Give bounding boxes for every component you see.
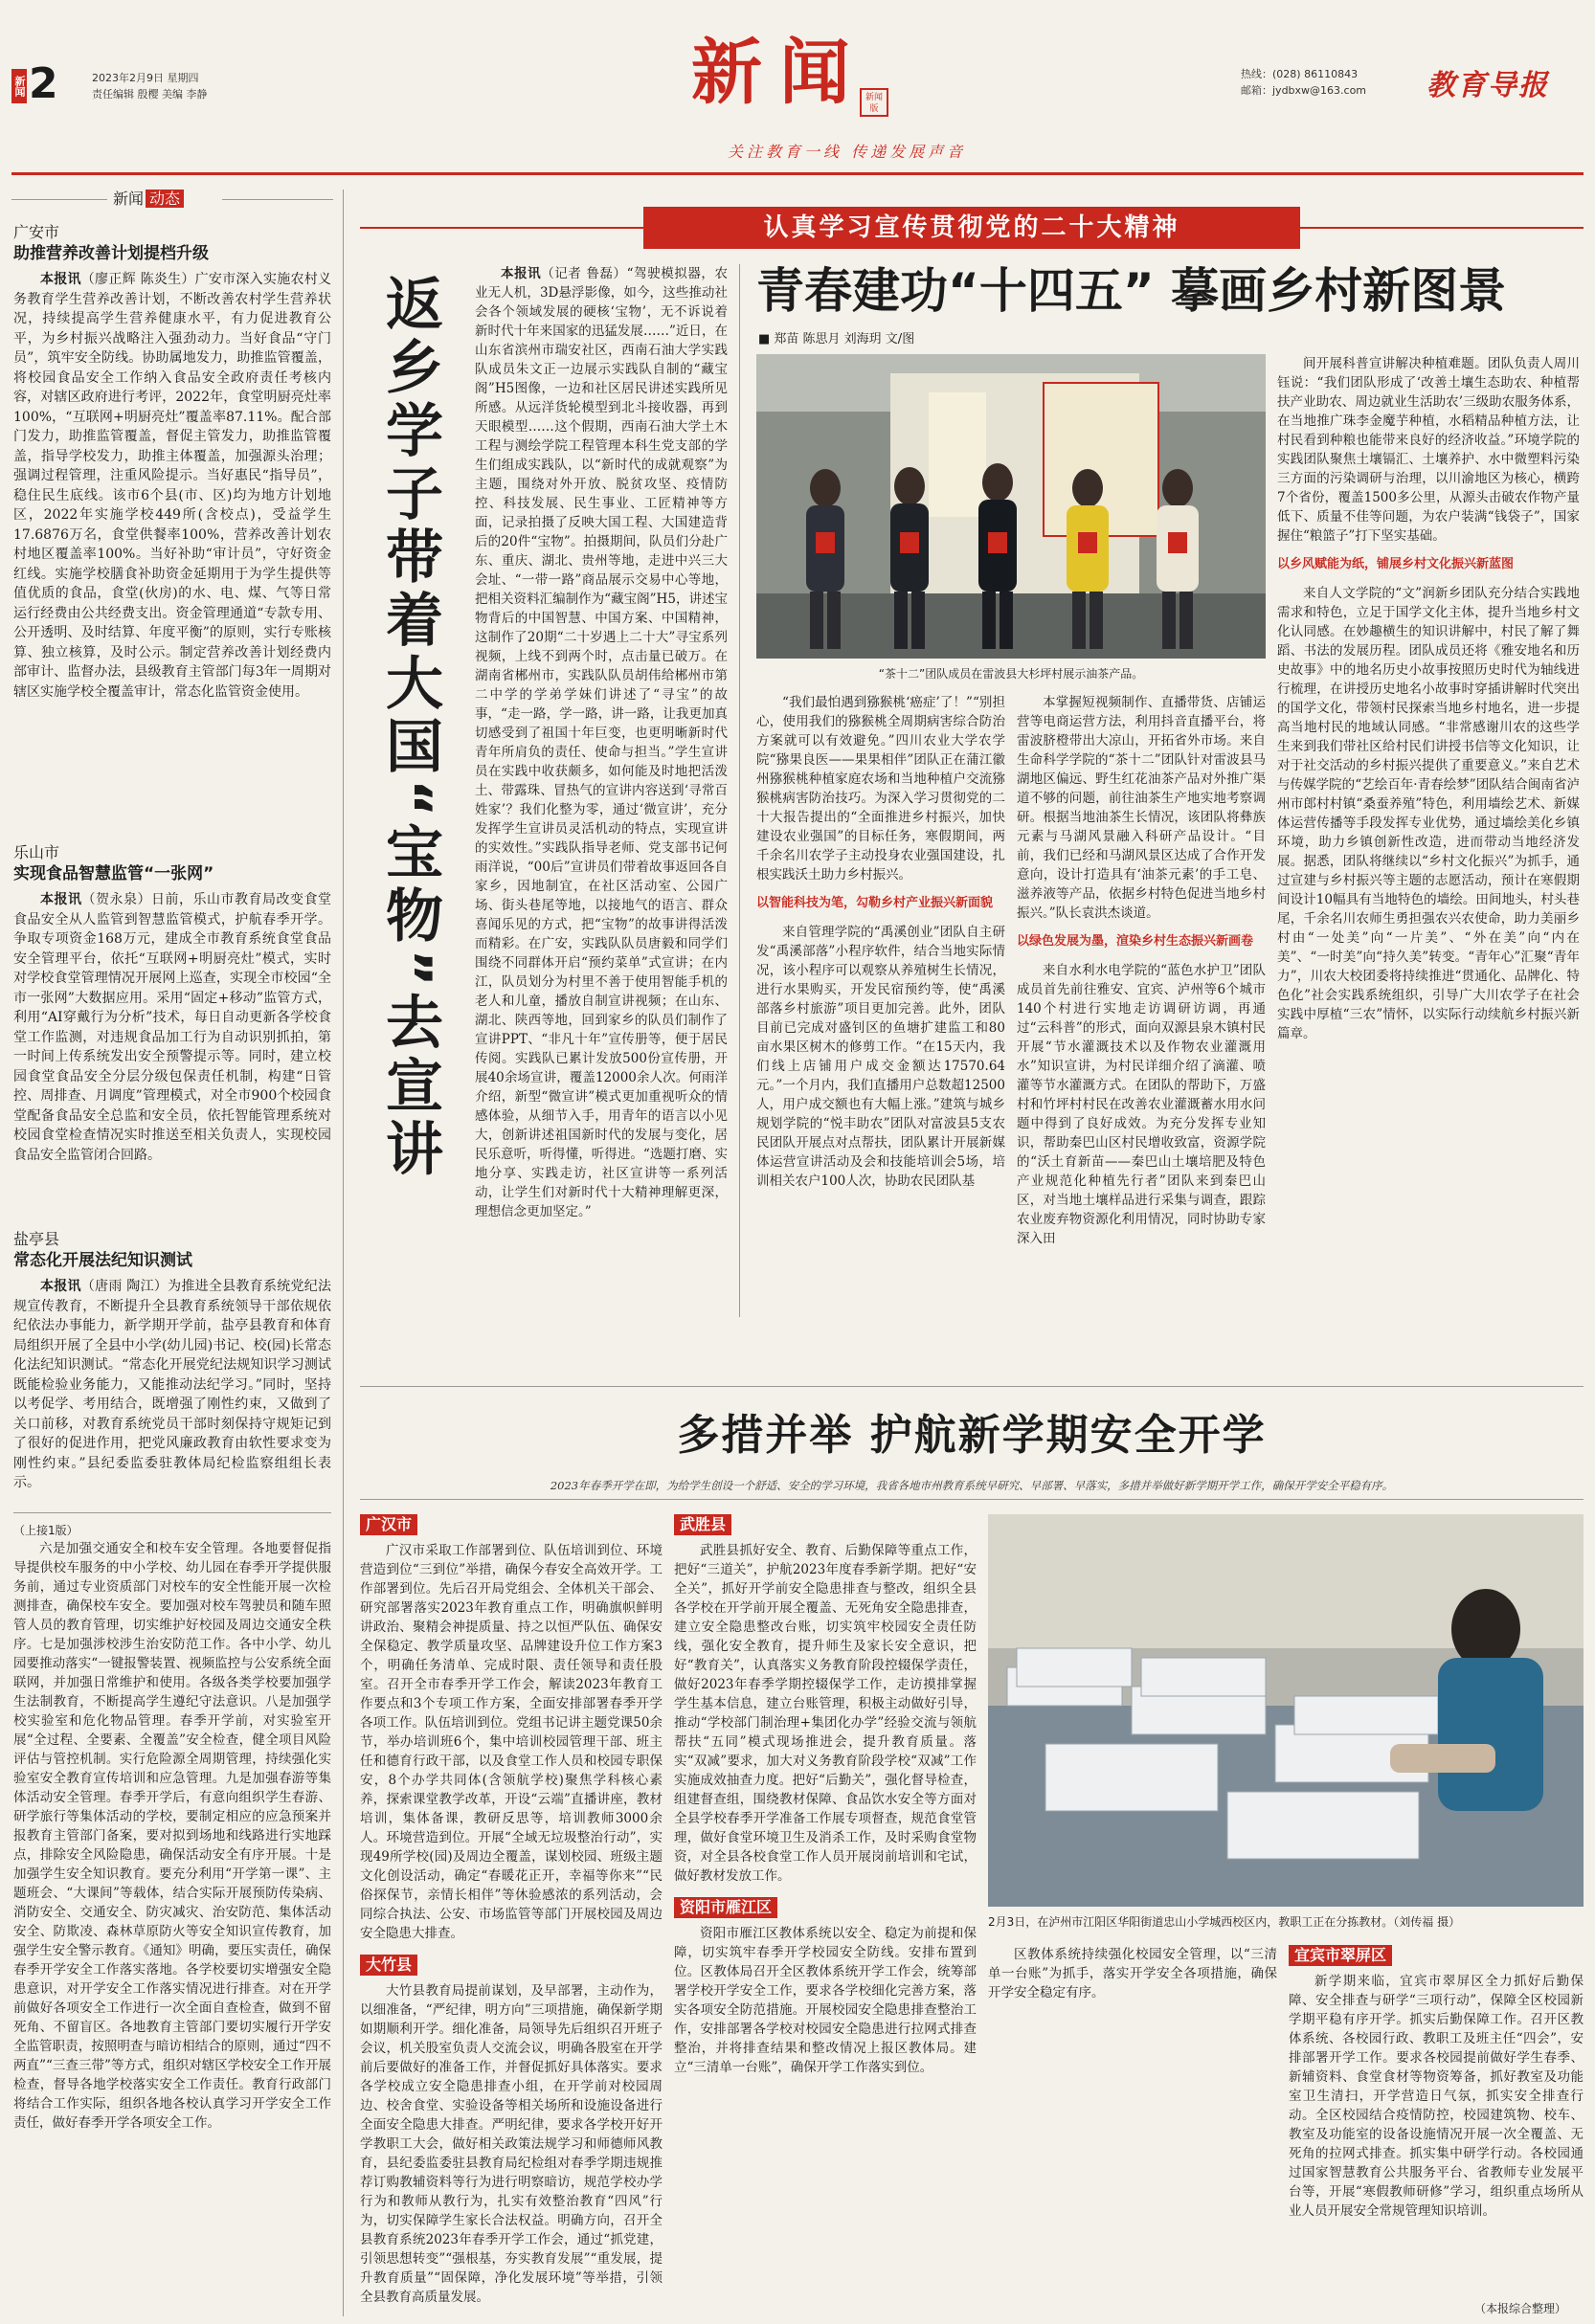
youth-paragraph: 间开展科普宣讲解决种植难题。团队负责人周川钰说：“我们团队形成了‘改善土壤生态助农、种植帮扶产业助农、周边就业生活助农’三级助农服务体系，在当地推广珠李金魔芋种植，水稻精品种植方法，让村民看到种粮也能带来良好的经济收益。”环境学院的实践团队聚焦土壤镉汇、土壤养护、水中微塑料污染三方面的污染调研与治理，以川渝地区为核心，横跨7个省份，覆盖1500多公里，从源头击破农作物产量低下、质量不佳等问题，为农户装满“钱袋子”，国家握住“粮篮子”打下坚实基础。 [1277,356,1580,544]
section-city-tag: 资阳市雁江区 [674,1897,777,1918]
youth-paragraph: 来自管理学院的“禹溪创业”团队自主研发“禹溪部落”小程序软件，结合当地实际情况，该小程序可以观察从养殖树生长情况，进行水果购买，开发民宿预约等，使“禹溪部落乡村旅游”项目更加完善。此外，团队目前已完成对盛钊区的鱼塘扩建监工和80亩水果区树木的修剪工作。“在15天内，我们线上店铺用户成交金额达17570.64元。”一个月内，我们直播用户总数超12500人，用户成交额也有大幅上涨。”建筑与城乡规划学院的“悦丰助农”团队对富波县5支农民团队开展点对点帮扶，团队累计开展新媒体运营宣讲活动及会和技能培训会5场，培训相关农户100人次，协助农民团队基 [756,925,1005,1189]
youth-column-1 [756,693,1005,1191]
news-body: （贺永泉）日前，乐山市教育局改变食堂食品安全从人监管到智慧监管模式，护航春季开学。争取专项资金168万元，建成全市教育系统食堂食品安全管理平台，依托“互联网+明厨亮灶”模式，实时对学校食堂管理情况开展网上巡查，实现全市校园“全市一张网”大数据应用。采用“固定+移动”监管方式，利用“AI穿戴行为分析”技术，每日自动更新各学校食堂工作监测，对违规食品加工行为自动识别抓拍，第一时间上传系统发出安全预警提示等。同时，建立校园食堂食品安全分层分级包保责任机制，构建“日管控、周排查、月调度”管理模式，对全市900个校园食堂配备食品安全总监和安全员，依托智能管理系统对校园食堂检查情况实时推送至相关负责人，实现校园食品安全监管闭合回路。 [13,892,331,1163]
section-body: 大竹县教育局提前谋划，及早部署，主动作为，以细准备，“严纪律，明方向”三项措施，确保新学期如期顺利开学。细化准备，局领导先后组织召开班子会议，机关股室负责人交流会议，明确各股室在开学前后要做好的准备工作，并督促抓好具体落实。要求各学校成立安全隐患排查小组，在开学前对校园周边、校舍食堂、实验设备等相关场所和设施设备进行全面安全隐患大排查。严明纪律，要求各学校开好开学教职工大会，做好相关政策法规学习和师德师风教育，县纪委监委驻县教育局纪检组对春季学期违规推荐订购教辅资料等行为进行明察暗访，规范学校办学行为和教师从教行为，扎实有效整治教育“四风”行为，切实保障学生家长合法权益。明确方向，召开全县教育系统2023年春季开学工作会，通过“抓党建，引领思想转变”“强根基，夯实教育发展”“重发展，提升教育质量”“固保障，净化发展环境”等举措，引领全县教育高质量发展。 [360,1983,663,2305]
section-label-dynamic: 动态 [146,190,184,208]
section-body: 武胜县抓好安全、教育、后勤保障等重点工作，把好“三道关”，护航2023年度春季新学期。把好“安全关”，抓好开学前安全隐患排查与整改，组织全县各学校在开学前开展全覆盖、无死角安全隐患排查，建立安全隐患整改台账，切实筑牢校园安全责任防线，强化安全教育，提升师生及家长安全意识，把好“教育关”，认真落实义务教育阶段控辍保学责任，做好2023年春季学期控辍保学工作，走访摸排掌握学生基本信息，建立台账管理，积极主动做好引导，推动“学校部门制治理+集团化办学”经验交流与领航帮扶“五同”模式现场推进会，提升教育质量。落实“双减”要求，加大对义务教育阶段学校“双减”工作实施成效抽查力度。把好“后勤关”，强化督导检查，组建督查组，围绕教材保障、食品饮水安全等方面对全县学校春季开学准备工作展专项督查，规范食堂管理，做好食堂环境卫生及消杀工作，及时采购食堂物资，对全县各校食堂工作人员开展岗前培训和宅试，做好教材发放工作。 [674,1543,977,1884]
safety-headline: 多措并举 护航新学期安全开学 [677,1411,1267,1460]
contact-phone: 热线：(028) 86110843 [1241,68,1359,80]
masthead-stamp: 新闻版 [860,88,888,117]
section-body: 新学期来临，宜宾市翠屏区全力抓好后勤保障、安全排查与研学“三项行动”，保障全区校园新学期平稳有序开学。抓实后勤保障工作。召开区教体系统、各校园行政、教职工及班主任“四会”，安排部署开学工作。要求各校园提前做好学生春季、新辅资料、食堂食材等物资筹备，抓好教室及功能室卫生清扫，开学营造日气氛，抓实安全排查行动。全区校园结合疫情防控，校园建筑物、校车、教室及功能室的设备设施情况开展一次全覆盖、无死角的拉网式排查。抓实集中研学行动。各校园通过国家智慧教育公共服务平台、省教师专业发展平台等，开展“寒假教师研修”学习，组织重点场所从业人员开展安全常规管理知识培训。 [1289,1974,1584,2219]
youth-paragraph: 来自水利水电学院的“蓝色水护卫”团队成员首先前往雅安、宜宾、泸州等6个城市140个村进行实地走访调研访调，再通过“云科普”的形式，面向双源县泉木镇村民开展“节水灌溉技术以及作物农业灌溉用水”知识宣讲，为村民详细介绍了滴灌、喷灌等节水灌溉方式。在团队的帮助下，万盛村和竹坪村村民在改善农业灌溉蓄水用水问题中得到了良好成效。为充分发挥专业知识，帮助秦巴山区村民增收致富，资源学院的“沃土育新苗——秦巴山土壤培肥及特色产业规范化种植先行者”团队来到秦巴山区，对当地土壤样品进行采集与调查，跟踪农业废弃物资源化利用情况，同时协助专家深入田 [1017,963,1266,1246]
youth-photo-caption: “茶十二”团队成员在雷波县大杉坪村展示油茶产品。 [878,667,1144,681]
youth-photo-image [756,354,1266,659]
section-label-news: 新闻 [113,190,145,208]
section-city-tag: 武胜县 [674,1514,731,1535]
continued-label: （上接1版） [13,1524,79,1537]
section-body: 资阳市雁江区教体系统以安全、稳定为前提和保障，切实筑牢春季开学校园安全防线。安排布置到位。区教体局召开全区教体系统开学工作会，统筹部署学校开学安全工作，要求各学校细化完善方案，落实各项安全防范措施。开展校园安全隐患排查整治工作，安排部署各学校对校园安全隐患进行拉网式排查整治，并将排查结果和整改情况上报区教体局。建立“三清单一台账”，确保开学工作落实到位。 [674,1926,977,2075]
youth-paragraph: “我们最怕遇到猕猴桃‘癌症’了！”“别担心，使用我们的猕猴桃全周期病害综合防治方案就可以有效避免。”四川农业大学农学院“猕果良医——果果相伴”团队正在蒲江徽州猕猴桃种植家庭农场和当地种植户交流猕猴桃病害防治技巧。为深入学习贯彻党的二十大报告提出的“全面推进乡村振兴，加快建设农业强国”的目标任务，寒假期间，两千余名川农学子主动投身农业强国建设，扎根实践沃土助力乡村振兴。 [756,695,1005,883]
section-city-tag: 宜宾市翠屏区 [1289,1945,1392,1966]
safety-end-note: （本报综合整理） [1474,2302,1567,2315]
editors-credit: 责任编辑 殷樱 美编 李静 [92,88,208,101]
newspaper-brand: 教育导报 [1427,69,1549,102]
contact-email: 邮箱：jydbxw@163.com [1241,84,1367,97]
news-body: （廖正辉 陈炎生）广安市深入实施农村义务教育学生营养改善计划，不断改善农村学生营养状况，持续提高学生营养健康水平，有力促进教育公平，为乡村振兴战略注入强劲动力。当好食品“守门员”，筑牢安全防线。协助属地发力，助推监管覆盖，将校园食品安全工作纳入食品安全政府责任考核内容，对辖区政府进行考评，2022年，食堂明厨亮灶率100%，“互联网+明厨亮灶”覆盖率87.11%。配合部门发力，助推监管覆盖，督促主管发力，助推监管覆盖，指导学校发力，助推主体覆盖，加强源头治理；强调过程管理，注重风险提示。当好惠民“指导员”，稳住民生底线。该市6个县(市、区)均为地方计划地区，2022年实施学校449所(含校点)，受益学生17.6876万名，食堂供餐率100%，营养改善计划农村地区覆盖率100%。当好补助“审计员”，守好资金红线。实施学校膳食补助资金延期用于为学生提供等值优质的食品，食堂(伙房)的水、电、煤、气等日常运行经费由公共经费支出。资金管理通道“专款专用、公开透明、及时结算、年度平衡”的原则，实行专账核算、独立核算，及时公示。制定营养改善计划经费内部审计、监督办法，县级教育主管部门每3年一周期对辖区实施学校全覆盖审计，常态化监管资金使用。 [13,272,332,700]
page-number-mark [11,59,58,108]
youth-paragraph: 来自人文学院的“文”润新乡团队充分结合实践地需求和特色，立足于国学文化主体，提升当地乡村文化认同感。在妙趣横生的知识讲解中，村民了解了舞蹈、书法的发展历程。团队成员还将《雅安地名和历史故事》中的地名历史小故事按照历史时代为轴线进行梳理，在讲授历史地名小故事时穿插讲解时代突出的国学文化，带领村民探索当地乡村地名，进一步提高当地村民的地域认同感。“非常感谢川农的这些学生来到我们带社区给村民们讲授书信等文化知识，让对于社交活动的乡村振兴提供了重要意义。”来自艺术与传媒学院的“艺绘百年·青春绘梦”团队结合闽南省泸州市郎村村镇“桑蚕养殖”特色，利用墙绘艺术、新媒体运营传播等手段发挥专业优势，通过墙绘美化乡镇环境，助力乡镇创新性改造，进而带动当地经济发展。据悉，团队将继续以“乡村文化振兴”为抓手，通过宣建与乡村振兴等主题的志愿活动，预计在寒假期间设计10幅具有当地特色的墙绘。田间地头，村头巷尾，千余名川农师生勇担强农兴农使命，助力美丽乡村由“一处美”向“一片美”、“外在美”向“内在美”、“一时美”向“持久美”转变。“青年心”汇聚“青年力”，川农大校团委将持续推进“贯通化、品牌化、特色化”社会实践系统组织，引导广大川农学子在社会实践中厚植“三农”情怀，以实际行动续航乡村振兴新篇章。 [1277,586,1580,1041]
sidebar-item-leshan [13,842,331,1165]
column-divider [343,190,344,2316]
safety-column-2 [674,1514,977,2077]
header-rule [11,172,1584,175]
issue-date: 2023年2月9日 星期四 [92,72,199,84]
youth-byline: ■ 郑苗 陈思月 刘海玥 文/图 [758,332,915,346]
feature-author: （记者 鲁磊） [541,266,627,281]
masthead-slogan: 关注教育一线 传递发展声音 [728,143,967,161]
section-city-tag: 大竹县 [360,1955,417,1976]
theme-banner-text: 认真学习宣传贯彻党的二十大精神 [643,207,1300,249]
youth-photo [756,354,1266,659]
section-body: 广汉市采取工作部署到位、队伍培训到位、环境营造到位“三到位”举措，确保今春安全高效开学。工作部署到位。先后召开局党组会、全体机关干部会、研究部署落实2023年教育重点工作，明确旗帜鲜明讲政治、聚精会神提质量、持之以恒严队伍、确保安全保稳定、教学质量攻坚、品牌建设升位工作方案3个，明确任务清单、完成时限、责任领导和责任股室。召开全市春季开学工作会，解读2023年教育工作要点和3个专项工作方案，全面安排部署春季开学各项工作。队伍培训到位。党组书记讲主题党课50余节，举办培训班6个，集中培训校园管理干部、班主任和德育行政干部，以及食堂工作人员和校园专职保安，8个办学共同体(含领航学校)聚焦学科核心素养，探索课堂教学改革，开设“云端”直播讲座，教材培训，集体备课，教研反思等，培训教师3000余人。环境营造到位。开展“全域无垃圾整治行动”，实现49所学校(园)及周边全覆盖，谋划校园、班级主题文化创设活动，确定“春暖花正开，幸福等你来”“民俗探保节，亲情长相伴”等休验感浓的系列活动，会同综合执法、公安、市场监管等部门开展校园及周边安全隐患大排查。 [360,1543,663,1941]
news-headline: 常态化开展法纪知识测试 [13,1251,192,1270]
safety-photo [988,1514,1584,1907]
continued-article [13,1522,331,2133]
sidebar-item-yanting [13,1229,331,1493]
youth-column-3 [1277,354,1580,1043]
sidebar-item-guangan [13,222,331,702]
youth-column-2 [1017,693,1266,1248]
feature-article [475,264,728,1221]
news-city: 盐亭县 [13,1230,60,1248]
news-body: （唐雨 陶江）为推进全县教育系统党纪法规宣传教育，不断提升全县教育系统领导干部依规依纪依法办事能力，新学期开学前，盐亭县教育和体育局组织开展了全县中小学(幼儿园)书记、校(园)长常态化法纪知识测试。“常态化开展党纪法规知识学习测试既能检验业务能力，又能推动法纪学习。”同时，坚持以考促学、考用结合，既增强了刚性约束，又做到了关口前移，对教育系统党员干部时刻保持守规矩记到了很好的促进作用，把党风廉政教育由软性要求变为刚性约束。”县纪委监委驻教体局纪检监察组组长表示。 [13,1279,332,1490]
youth-headline: 青春建功“十四五” 摹画乡村新图景 [756,263,1507,319]
safety-column-4 [1289,1945,1584,2221]
youth-subhead: 以智能科技为笔，勾勒乡村产业振兴新面貌 [756,896,994,910]
safety-photo-image [988,1514,1584,1907]
sidebar-divider [13,1512,331,1513]
feature-headline-text: 返乡学子带着大国“宝物”去宣讲 [376,274,443,1182]
news-city: 广安市 [13,223,60,241]
safety-column-1 [360,1514,663,2307]
continued-body: 六是加强交通安全和校车安全管理。各地要督促指导提供校车服务的中小学校、幼儿园在春季开学提供服务前，通过专业资质部门对校车的安全性能开展一次检测排查，确保校车安全。要加强对校车驾驶员和随车照管人员的教育管理，切实维护好校园及周边交通安全秩序。七是加强涉校涉生治安防范工作。各中小学、幼儿园要推动落实“一键报警装置、视频监控与公安系统全面联网，并加强日常维护和使用。各级各类学校要加强学生法制教育，不断提高学生遵纪守法意识。八是加强学校实验室和危化物品管理。春季开学前，对实验室开展“全过程、全要素、全覆盖”安全检查，健全项目风险评估与管控机制。实行危险源全周期管理，持续强化实验室安全教育宣传培训和应急管理。九是加强春游等集体活动安全管理。春季开学后，有意向组织学生春游、研学旅行等集体活动的学校，要制定相应的应急预案并报教育主管部门备案，要对拟到场地和线路进行实地踩点，排除安全风险隐患，确保活动安全有序开展。十是加强学生安全知识教育。要充分利用“开学第一课”、主题班会、“大课间”等载体，结合实际开展预防传染病、消防安全、交通安全、防灾减灾、治安防范、集体活动安全、防欺凌、森林草原防火等安全知识宣传教育，加强学生安全警示教育。《通知》明确，要压实责任，确保春季开学安全工作落实落地。各学校要切实增强安全隐患意识，对开学安全工作落实情况进行排查。对在开学前做好各项安全工作进行一次全面自查检查，做到不留死角、不留盲区。各地教育主管部门要切实履行开学安全监管职责，按照明查与暗访相结合的原则，通过“四不两直”“三查三带”等方式，组织对辖区学校安全工作开展检查，督导各地学校落实安全工作责任。教育行政部门将结合工作实际，组织各地各校认真学习开学安全工作责任，做好春季开学各项安全工作。 [13,1541,331,2131]
column-divider [739,264,740,1317]
section-body-continued: 区教体系统持续强化校园安全管理，以“三清单一台账”为抓手，落实开学安全各项措施，确保开学安全稳定有序。 [988,1947,1277,2000]
section-divider [360,1386,1584,1387]
safety-intro: 2023年春季开学在即，为给学生创设一个舒适、安全的学习环境，我省各地市州教育系统早研究、早部署、早落实，多措并举做好新学期开学工作，确保开学安全平稳有序。 [550,1479,1394,1492]
feature-headline [360,274,460,1288]
sidebar-section-label [11,190,333,209]
section-city-tag: 广汉市 [360,1514,417,1535]
feature-body: “驾驶模拟器，农业无人机，3D悬浮影像，如今，这些推动社会各个领域发展的硬核‘宝物’，无不诉说着新时代十年来国家的迅猛发展……”近日，在山东省滨州市瑞安社区，西南石油大学实践队成员朱文正一边展示实践队自制的“藏宝阁”H5图像，一边和社区居民讲述实践所见所感。从远洋货轮模型到北斗接收器，再到天眼模型……这个假期，西南石油大学土木工程与测绘学院工程管理本科生党支部的学生们组成实践队，以“新时代的成就观察”为主题，围绕对外开放、脱贫攻坚、疫情防控、科技发展、民生事业、工匠精神等方面，记录拍摄了反映大国工程、大国建造背后的20件“宝物”。拍摄期间，队员们分赴广东、重庆、湖北、贵州等地，走进中兴三大会址、“一带一路”商品展示交易中心等地，把相关资料汇编制作为“藏宝阁”H5，讲述宝物背后的中国智慧、中国方案、中国精神，这制作了20期“二十岁遇上二十大”寻宝系列视频，上线不到两个时，点击量已破万。在湖南省郴州市，实践队队员胡伟给郴州市第二中学的学弟学妹们讲述了“寻宝”的故事，“走一路，学一路，讲一路，让我更加真切感受到了祖国十年巨变，也更明晰新时代青年所肩负的责任、使命与担当。”学生宣讲员在实践中收获颇多，如何能及时地把活泼土、带露珠、冒热气的宣讲内容送到‘寻常百姓家’？我们化整为零，通过‘微宣讲’，充分发挥学生宣讲员灵活机动的特点，实现宣讲的实效性。”实践队指导老师、党支部书记何雨洋说，“00后”宣讲员们带着故事返回各自家乡，因地制宜，在社区活动室、公园广场、街头巷尾等地，以接地气的语言、群众喜闻乐见的方式，把“宝物”的故事讲得活泼而精彩。在广安，实践队队员唐毅和同学们围绕不同群体开启“预约菜单”式宣讲；在内江，队员划分为村里不善于使用智能手机的老人和儿童，播放自制宣讲视频；在山东、湖北、陕西等地，回到家乡的队员们制作了宣讲PPT、“非凡十年”宣传册等，便于居民传阅。实践队已累计发放500份宣传册，开展40余场宣讲，覆盖12000余人次。何雨洋介绍，新型“微宣讲”模式更加重视听众的情感体验，从细节入手，用青年的语言以小见大，创新讲述祖国新时代的发展与变化，居民乐意听，听得懂，听得进。“选题打磨、实地分享、实践走访，社区宣讲等一系列活动，让学生们对新时代十大精神理解更深，理想信念更加坚定。” [475,266,728,1219]
youth-paragraph: 本掌握短视频制作、直播带货、店铺运营等电商运营方法，利用抖音直播平台，将雷波脐橙带出大凉山，开拓省外市场。来自生命科学学院的“茶十二”团队针对雷波县马湖地区偏远、野生红花油茶产品对外推广渠道不够的问题，前往油茶生产地实地考察调研。根据当地油茶生长情况，该团队将彝族元素与马湖风景融入科研产品设计。“目前，我们已经和马湖风景区达成了合作开发意向，设计打造具有‘油茶元素’的手工皂、滋养液等产品，依据乡村特色促进当地乡村振兴。”队长袁洪杰谈道。 [1017,695,1266,921]
safety-photo-caption: 2月3日，在泸州市江阳区华阳街道忠山小学城西校区内，教职工正在分拣教材。（刘传福 摄） [988,1915,1461,1929]
youth-subhead: 以乡风赋能为纸，铺展乡村文化振兴新蓝图 [1277,557,1515,571]
news-headline: 实现食品智慧监管“一张网” [13,864,214,883]
news-lead: 本报讯 [40,272,81,287]
youth-subhead: 以绿色发展为墨，渲染乡村生态振兴新画卷 [1017,934,1254,949]
news-headline: 助推营养改善计划提档升级 [13,244,209,263]
page-section-tag: 新闻 [11,69,27,103]
feature-lead: 本报讯 [501,266,542,281]
safety-column-3 [988,1945,1277,2002]
masthead-title: 新闻 [691,32,867,114]
section-divider [360,1499,1584,1500]
theme-banner [360,207,1584,249]
news-city: 乐山市 [13,843,60,861]
page-number: 2 [29,59,58,108]
news-lead: 本报讯 [40,1279,81,1294]
news-lead: 本报讯 [40,892,82,907]
